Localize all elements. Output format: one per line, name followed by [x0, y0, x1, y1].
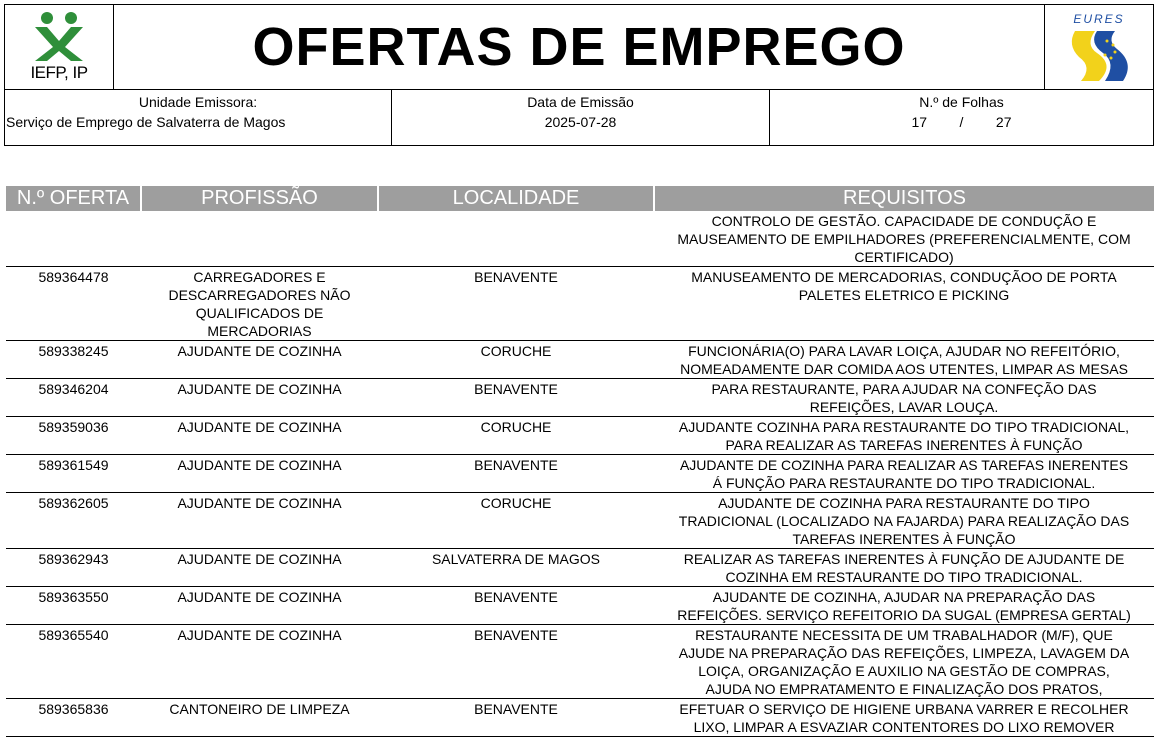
- empty-cell: [141, 211, 378, 267]
- profissao-line: AJUDANTE DE COZINHA: [177, 589, 342, 605]
- requisitos-line: NOMEADAMENTE DAR COMIDA AOS UTENTES, LIMPAR AS MESAS: [680, 361, 1128, 377]
- profissao-line: AJUDANTE DE COZINHA: [177, 457, 342, 473]
- column-header-requisitos: REQUISITOS: [654, 186, 1154, 211]
- job-offers-table: [6, 186, 1154, 737]
- table-row: [6, 625, 1154, 699]
- requisitos-line: REALIZAR AS TAREFAS INERENTES À FUNÇÃO DE AJUDANTE DE: [683, 551, 1125, 567]
- profissao-line: AJUDANTE DE COZINHA: [177, 495, 342, 511]
- requisitos-line: AJUDE NA PREPARAÇÃO DAS REFEIÇÕES, LIMPEZA, LAVAGEM DA: [678, 645, 1130, 661]
- profissao-line: CANTONEIRO DE LIMPEZA: [169, 701, 350, 717]
- data-emissao-cell: [391, 90, 769, 145]
- table-row: [6, 587, 1154, 625]
- requisitos-cell: [654, 417, 1154, 455]
- requisitos-line: MANUSEAMENTO DE MERCADORIAS, CONDUÇÃOO DE PORTA: [691, 269, 1117, 285]
- requisitos-line: FUNCIONÁRIA(O) PARA LAVAR LOIÇA, AJUDAR NO REFEITÓRIO,: [688, 343, 1120, 359]
- table-row: [6, 493, 1154, 549]
- profissao-line: QUALIFICADOS DE: [195, 305, 324, 321]
- iefp-logo: [5, 5, 114, 89]
- oferta-cell: 589365836: [6, 699, 141, 737]
- profissao-cell: [141, 587, 378, 625]
- requisitos-line: CERTIFICADO): [854, 249, 954, 265]
- requisitos-line: RESTAURANTE NECESSITA DE UM TRABALHADOR (M/F), QUE: [695, 627, 1113, 643]
- requisitos-cell: [654, 549, 1154, 587]
- requisitos-cell: [654, 211, 1154, 267]
- requisitos-cell: [654, 625, 1154, 699]
- eures-logo-text: EURES: [1073, 12, 1125, 26]
- folhas-value: [770, 112, 1153, 132]
- profissao-line: CARREGADORES E: [193, 269, 326, 285]
- requisitos-line: LIXO, LIMPAR A ESVAZIAR CONTENTORES DO LIXO REMOVER: [693, 719, 1115, 735]
- eures-logo: [1044, 5, 1153, 89]
- oferta-cell: 589363550: [6, 587, 141, 625]
- requisitos-cell: [654, 267, 1154, 341]
- profissao-cell: [141, 417, 378, 455]
- profissao-cell: [141, 625, 378, 699]
- table-row: [6, 699, 1154, 737]
- requisitos-cell: [654, 587, 1154, 625]
- requisitos-line: AJUDANTE DE COZINHA PARA RESTAURANTE DO TIPO: [718, 495, 1090, 511]
- profissao-cell: [141, 493, 378, 549]
- profissao-line: MERCADORIAS: [207, 323, 312, 339]
- unidade-emissora-cell: [5, 90, 391, 145]
- data-label: Data de Emissão: [527, 94, 634, 110]
- localidade-cell: SALVATERRA DE MAGOS: [378, 549, 654, 587]
- document-header: [4, 4, 1154, 90]
- requisitos-line: LOIÇA, ORGANIZAÇÃO E AUXILIO NA GESTÃO DE COMPRAS,: [698, 663, 1110, 679]
- requisitos-line: CONTROLO DE GESTÃO. CAPACIDADE DE CONDUÇÃO E: [711, 213, 1097, 229]
- localidade-cell: BENAVENTE: [378, 455, 654, 493]
- page-title: OFERTAS DE EMPREGO: [252, 17, 906, 77]
- requisitos-line: COZINHA EM RESTAURANTE DO TIPO TRADICIONAL.: [725, 569, 1083, 585]
- localidade-cell: CORUCHE: [378, 417, 654, 455]
- requisitos-cell: [654, 455, 1154, 493]
- localidade-cell: BENAVENTE: [378, 267, 654, 341]
- localidade-cell: BENAVENTE: [378, 587, 654, 625]
- oferta-cell: 589364478: [6, 267, 141, 341]
- table-row-continuation: [6, 211, 1154, 267]
- column-header-oferta: N.º OFERTA: [6, 186, 141, 211]
- profissao-line: AJUDANTE DE COZINHA: [177, 551, 342, 567]
- eures-logo-icon: [1045, 5, 1153, 89]
- localidade-cell: CORUCHE: [378, 341, 654, 379]
- localidade-cell: BENAVENTE: [378, 379, 654, 417]
- column-header-localidade: LOCALIDADE: [378, 186, 654, 211]
- requisitos-line: TAREFAS INERENTES À FUNÇÃO: [792, 531, 1016, 547]
- requisitos-line: AJUDA NO EMPRATAMENTO E FINALIZAÇÃO DOS PRATOS,: [705, 681, 1103, 697]
- localidade-cell: BENAVENTE: [378, 699, 654, 737]
- profissao-cell: [141, 699, 378, 737]
- requisitos-line: PALETES ELETRICO E PICKING: [798, 287, 1010, 303]
- table-row: [6, 267, 1154, 341]
- folha-atual: 17: [911, 114, 928, 130]
- profissao-cell: [141, 455, 378, 493]
- folhas-cell: [769, 90, 1153, 145]
- folhas-separator: /: [959, 114, 964, 130]
- column-header-profissao: PROFISSÃO: [141, 186, 378, 211]
- requisitos-line: REFEIÇÕES. SERVIÇO REFEITORIO DA SUGAL (EMPRESA GERTAL): [677, 607, 1131, 623]
- unidade-value: Serviço de Emprego de Salvaterra de Magos: [6, 114, 286, 130]
- oferta-cell: 589346204: [6, 379, 141, 417]
- empty-cell: [6, 211, 141, 267]
- profissao-line: AJUDANTE DE COZINHA: [177, 343, 342, 359]
- oferta-cell: 589361549: [6, 455, 141, 493]
- table-row: [6, 417, 1154, 455]
- requisitos-cell: [654, 699, 1154, 737]
- iefp-logo-text: IEFP, IP: [30, 63, 88, 82]
- table-row: [6, 379, 1154, 417]
- folhas-total: 27: [995, 114, 1012, 130]
- requisitos-line: REFEIÇÕES, LAVAR LOUÇA.: [809, 399, 999, 415]
- requisitos-line: TRADICIONAL (LOCALIZADO NA FAJARDA) PARA REALIZAÇÃO DAS: [678, 513, 1130, 529]
- requisitos-line: EFETUAR O SERVIÇO DE HIGIENE URBANA VARRER E RECOLHER: [679, 701, 1129, 717]
- unidade-label: Unidade Emissora:: [138, 94, 258, 110]
- requisitos-line: MAUSEAMENTO DE EMPILHADORES (PREFERENCIALMENTE, COM: [677, 231, 1131, 247]
- requisitos-line: AJUDANTE DE COZINHA, AJUDAR NA PREPARAÇÃO DAS: [712, 589, 1096, 605]
- oferta-cell: 589362605: [6, 493, 141, 549]
- profissao-line: AJUDANTE DE COZINHA: [177, 381, 342, 397]
- table-row: [6, 549, 1154, 587]
- requisitos-cell: [654, 493, 1154, 549]
- requisitos-line: PARA RESTAURANTE, PARA AJUDAR NA CONFEÇÃO DAS: [711, 381, 1097, 397]
- table-body: [6, 211, 1154, 737]
- requisitos-line: PARA REALIZAR AS TAREFAS INERENTES À FUNÇÃO: [725, 437, 1083, 453]
- localidade-cell: BENAVENTE: [378, 625, 654, 699]
- requisitos-cell: [654, 341, 1154, 379]
- iefp-logo-icon: [5, 5, 113, 65]
- table-row: [6, 455, 1154, 493]
- profissao-cell: [141, 549, 378, 587]
- requisitos-line: AJUDANTE COZINHA PARA RESTAURANTE DO TIPO TRADICIONAL,: [678, 419, 1130, 435]
- document-meta: [4, 89, 1154, 146]
- folhas-label: N.º de Folhas: [919, 94, 1004, 110]
- oferta-cell: 589362943: [6, 549, 141, 587]
- oferta-cell: 589365540: [6, 625, 141, 699]
- empty-cell: [378, 211, 654, 267]
- profissao-line: DESCARREGADORES NÃO: [168, 287, 351, 303]
- table-header-row: [6, 186, 1154, 211]
- data-value: 2025-07-28: [544, 114, 617, 130]
- localidade-cell: CORUCHE: [378, 493, 654, 549]
- profissao-cell: [141, 341, 378, 379]
- profissao-line: AJUDANTE DE COZINHA: [177, 419, 342, 435]
- oferta-cell: 589338245: [6, 341, 141, 379]
- table-row: [6, 341, 1154, 379]
- profissao-cell: [141, 379, 378, 417]
- requisitos-line: Á FUNÇÃO PARA RESTAURANTE DO TIPO TRADICIONAL.: [712, 475, 1096, 491]
- profissao-line: AJUDANTE DE COZINHA: [177, 627, 342, 643]
- oferta-cell: 589359036: [6, 417, 141, 455]
- profissao-cell: [141, 267, 378, 341]
- requisitos-cell: [654, 379, 1154, 417]
- requisitos-line: AJUDANTE DE COZINHA PARA REALIZAR AS TAREFAS INERENTES: [679, 457, 1129, 473]
